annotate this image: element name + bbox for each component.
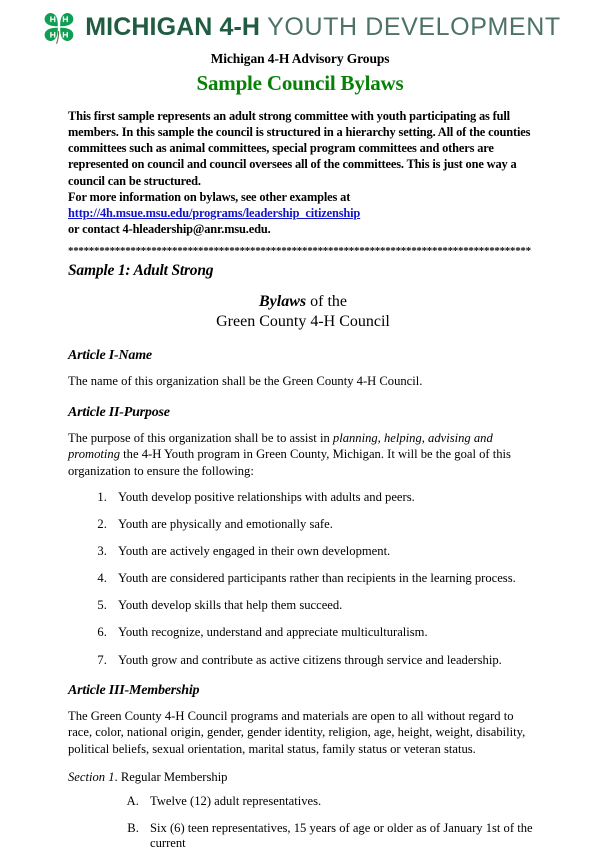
bylaws-word: Bylaws bbox=[259, 293, 307, 310]
article-3-body: The Green County 4-H Council programs and materials are open to all without regard to race, color, national origin, gender, gender identity, religion, age, height, weight, disability, political beliefs, sexual orientation, marital status, family status or veteran status. bbox=[68, 708, 526, 757]
intro-block bbox=[68, 108, 538, 237]
list-item: 3. Youth are actively engaged in their own development. bbox=[110, 544, 538, 559]
brand-wordmark bbox=[85, 12, 561, 41]
asterisk-divider: ***************************************************************************************** bbox=[68, 245, 531, 257]
goals-list bbox=[68, 490, 538, 668]
intro-paragraph: This first sample represents an adult strong committee with youth participating as full members. In this sample the council is structured in a hierarchy setting. All of the counties committees such as animal committees, special program committees and others are represented on council and council oversees all of the committees. This is just one way a council can be structured. bbox=[68, 109, 531, 188]
list-item: 1. Youth develop positive relationships with adults and peers. bbox=[110, 490, 538, 505]
list-item: A. Twelve (12) adult representatives. bbox=[142, 794, 538, 809]
bylaws-title bbox=[68, 292, 538, 333]
article-2-body-part2: the 4-H Youth program in Green County, Michigan. It will be the goal of this organization to ensure the following: bbox=[68, 447, 511, 479]
list-item: B. Six (6) teen representatives, 15 years of age or older as of January 1st of the current bbox=[142, 821, 538, 851]
bylaws-title-line1 bbox=[68, 292, 538, 312]
brand-light-text: YOUTH DEVELOPMENT bbox=[260, 12, 561, 41]
article-1-heading: Article I-Name bbox=[68, 347, 152, 363]
sample-heading: Sample 1: Adult Strong bbox=[68, 262, 214, 279]
list-item: 2. Youth are physically and emotionally safe. bbox=[110, 517, 538, 532]
article-2-body-part1: The purpose of this organization shall be to assist in bbox=[68, 430, 333, 445]
section-title: . Regular Membership bbox=[114, 769, 228, 784]
bylaws-title-line2: Green County 4-H Council bbox=[216, 313, 390, 331]
masthead bbox=[0, 0, 600, 48]
article-3-heading: Article III-Membership bbox=[68, 682, 200, 698]
header-subtitle: Michigan 4-H Advisory Groups bbox=[210, 51, 390, 66]
membership-list bbox=[68, 794, 538, 851]
intro-contact: or contact 4-hleadership@anr.msu.edu. bbox=[68, 221, 271, 236]
article-1-body: The name of this organization shall be the Green County 4-H Council. bbox=[68, 373, 423, 388]
list-item: 4. Youth are considered participants rather than recipients in the learning process. bbox=[110, 571, 538, 586]
section-number: Section 1 bbox=[68, 769, 115, 784]
document-content bbox=[0, 108, 600, 851]
brand-bold-text: MICHIGAN 4-H bbox=[85, 12, 261, 41]
article-2-heading: Article II-Purpose bbox=[68, 404, 170, 420]
intro-more-info: For more information on bylaws, see other examples at bbox=[68, 189, 351, 204]
four-h-clover-icon bbox=[39, 8, 79, 46]
article-2-body bbox=[68, 430, 538, 480]
bylaws-examples-link[interactable]: http://4h.msue.msu.edu/programs/leadership_citizenship bbox=[68, 205, 361, 220]
bylaws-of-the: of the bbox=[306, 293, 347, 310]
section-1-label bbox=[68, 770, 538, 785]
page-title: Sample Council Bylaws bbox=[196, 71, 404, 95]
list-item: 6. Youth recognize, understand and appreciate multiculturalism. bbox=[110, 625, 538, 640]
list-item: 5. Youth develop skills that help them succeed. bbox=[110, 598, 538, 613]
list-item: 7. Youth grow and contribute as active citizens through service and leadership. bbox=[110, 653, 538, 668]
article-2-body-italic: planning, helping, advising and promoting bbox=[68, 430, 493, 462]
